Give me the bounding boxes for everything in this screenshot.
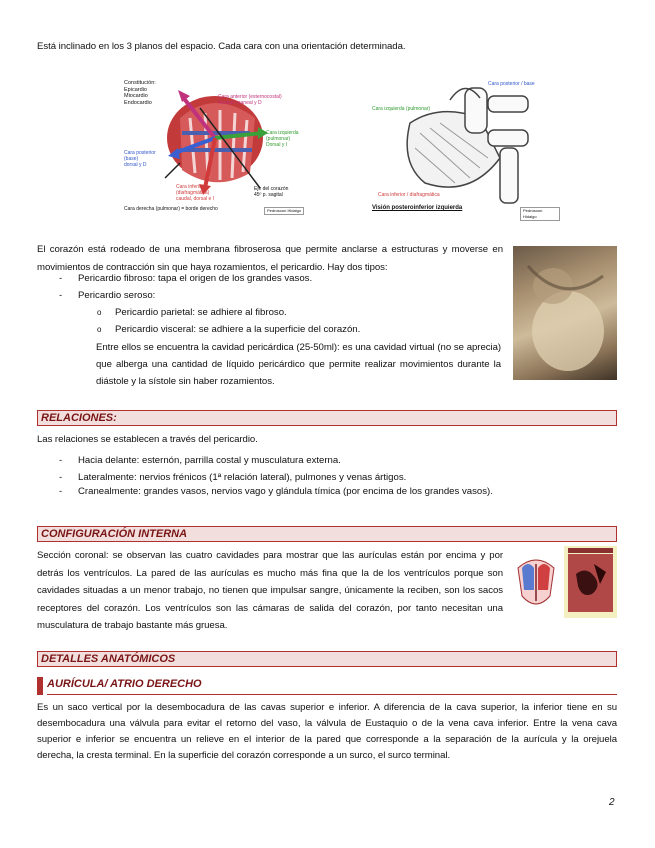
auricula-title: AURÍCULA/ ATRIO DERECHO	[47, 678, 202, 690]
pericardium-item-serous: Pericardio seroso:	[78, 290, 156, 301]
relaciones-intro: Las relaciones se establecen a través del pericardio.	[37, 434, 258, 445]
left-figure-credit: Pedrosoun Hidalgo	[264, 207, 304, 215]
pericardium-photo-detail	[513, 246, 617, 380]
pericardium-paragraph: El corazón está rodeado de una membrana fibroserosa que permite anclarse a estructuras y moverse en movimientos de contracción sin que haya rozamientos, el pericardio. Hay dos tipos:	[37, 244, 503, 273]
relacion-item-front: Hacia delante: esternón, parrilla costal y musculatura externa.	[78, 455, 341, 466]
right-figure-credit: Pedrosoun Hidalgo	[520, 207, 560, 221]
config-paragraph: Sección coronal: se observan las cuatro cavidades para mostrar que las aurículas están por encima y por detrás los ventrículos. La pared de las aurículas es mucho más fina que la de los ventrículos porque son cavidades situadas a un menor trabajo, no tienen que impulsar sangre, únicamente la reciben, son los sacos receptores del corazón. Los ventrículos son las cámaras de salida del corazón, por tanto necesitan una musculatura de trabajo bastante más gruesa.	[37, 550, 503, 631]
heart-section-photo-detail	[564, 546, 617, 618]
heart-section-diagram	[510, 546, 562, 618]
relaciones-title: RELACIONES:	[41, 412, 117, 424]
subheader-accent-bar	[37, 677, 43, 695]
constitution-label: Constitución: Epicardio Miocardio Endocardio	[124, 80, 156, 106]
config-title: CONFIGURACIÓN INTERNA	[41, 528, 188, 540]
heart-section-photo	[564, 546, 617, 618]
sub-bullet-marker: o	[97, 325, 102, 334]
inferior-face-label: Cara inferior (diafragmática) caudal, dorsal e I	[176, 184, 215, 202]
pericardium-photo	[513, 246, 617, 380]
relaciones-header	[37, 410, 617, 426]
bullet-marker: -	[59, 455, 63, 466]
posterior-base-label: Cara posterior / base	[488, 81, 535, 87]
auricula-paragraph: Es un saco vertical por la desembocadura de las cavas superior e inferior. A diferencia de la cava superior, la inferior tiene en su desembocadura una válvula para evitar el retorno del vaso, la válvula de Eustaquio o de la vena cava inferior. Entre la vena cava superior e inferior se encuentra un relieve en el interior de la pared que corresponde a la separación de la aurícula y la orejuela derecha, la cresta terminal. En la superficie del corazón corresponde a un surco, el surco terminal.	[37, 702, 617, 761]
relacion-item-cranial: Cranealmente: grandes vasos, nervios vago y glándula tímica (por encima de los grandes vasos).	[78, 486, 493, 497]
right-left-face-label: Cara izquierda (pulmonar)	[372, 106, 431, 112]
bullet-marker: -	[59, 472, 63, 483]
axis-label: Eje del corazón 45º p. sagital	[254, 186, 289, 198]
heart-posterior-figure	[370, 78, 560, 218]
relacion-item-lateral: Lateralmente: nervios frénicos (1ª relación lateral), pulmones y venas ártigos.	[78, 472, 407, 483]
sub-bullet-marker: o	[97, 308, 102, 317]
pericardium-subitem-parietal: Pericardio parietal: se adhiere al fibroso.	[115, 307, 287, 318]
page-number: 2	[609, 797, 615, 808]
auricula-subheader	[37, 677, 617, 695]
detalles-title: DETALLES ANATÓMICOS	[41, 653, 176, 665]
detalles-header	[37, 651, 617, 667]
pericardium-item-fibrous: Pericardio fibroso: tapa el origen de los grandes vasos.	[78, 273, 313, 284]
config-header	[37, 526, 617, 542]
pericardial-cavity-paragraph: Entre ellos se encuentra la cavidad pericárdica (25-50ml): es una cavidad virtual (no se aprecia) que alberga una cantidad de líquido pericárdico que permite realizar movimientos durante la diástole y la sístole sin haber rozamientos.	[96, 342, 501, 387]
right-face-label: Cara derecha (pulmonar) = borde derecho	[124, 206, 218, 212]
right-figure-caption: Visión posteroinferior izquierda	[372, 205, 463, 211]
bullet-marker: -	[59, 273, 63, 284]
bullet-marker: -	[59, 290, 63, 301]
heart-orientation-figure	[120, 78, 310, 218]
right-inferior-label: Cara inferior / diafragmática	[378, 192, 440, 198]
intro-text: Está inclinado en los 3 planos del espacio. Cada cara con una orientación determinada.	[37, 41, 406, 52]
left-face-label: Cara izquierda (pulmonar) Dorsal y I	[266, 130, 299, 148]
subheader-underline	[47, 694, 617, 695]
bullet-marker: -	[59, 486, 63, 497]
posterior-face-label: Cara posterior (base) dorsal y D	[124, 150, 156, 168]
heart-section-illustration	[510, 546, 562, 618]
pericardium-subitem-visceral: Pericardio visceral: se adhiere a la superficie del corazón.	[115, 324, 361, 335]
anterior-face-label: Cara anterior (esternocostal) Ventral, craneal y D	[218, 94, 282, 106]
